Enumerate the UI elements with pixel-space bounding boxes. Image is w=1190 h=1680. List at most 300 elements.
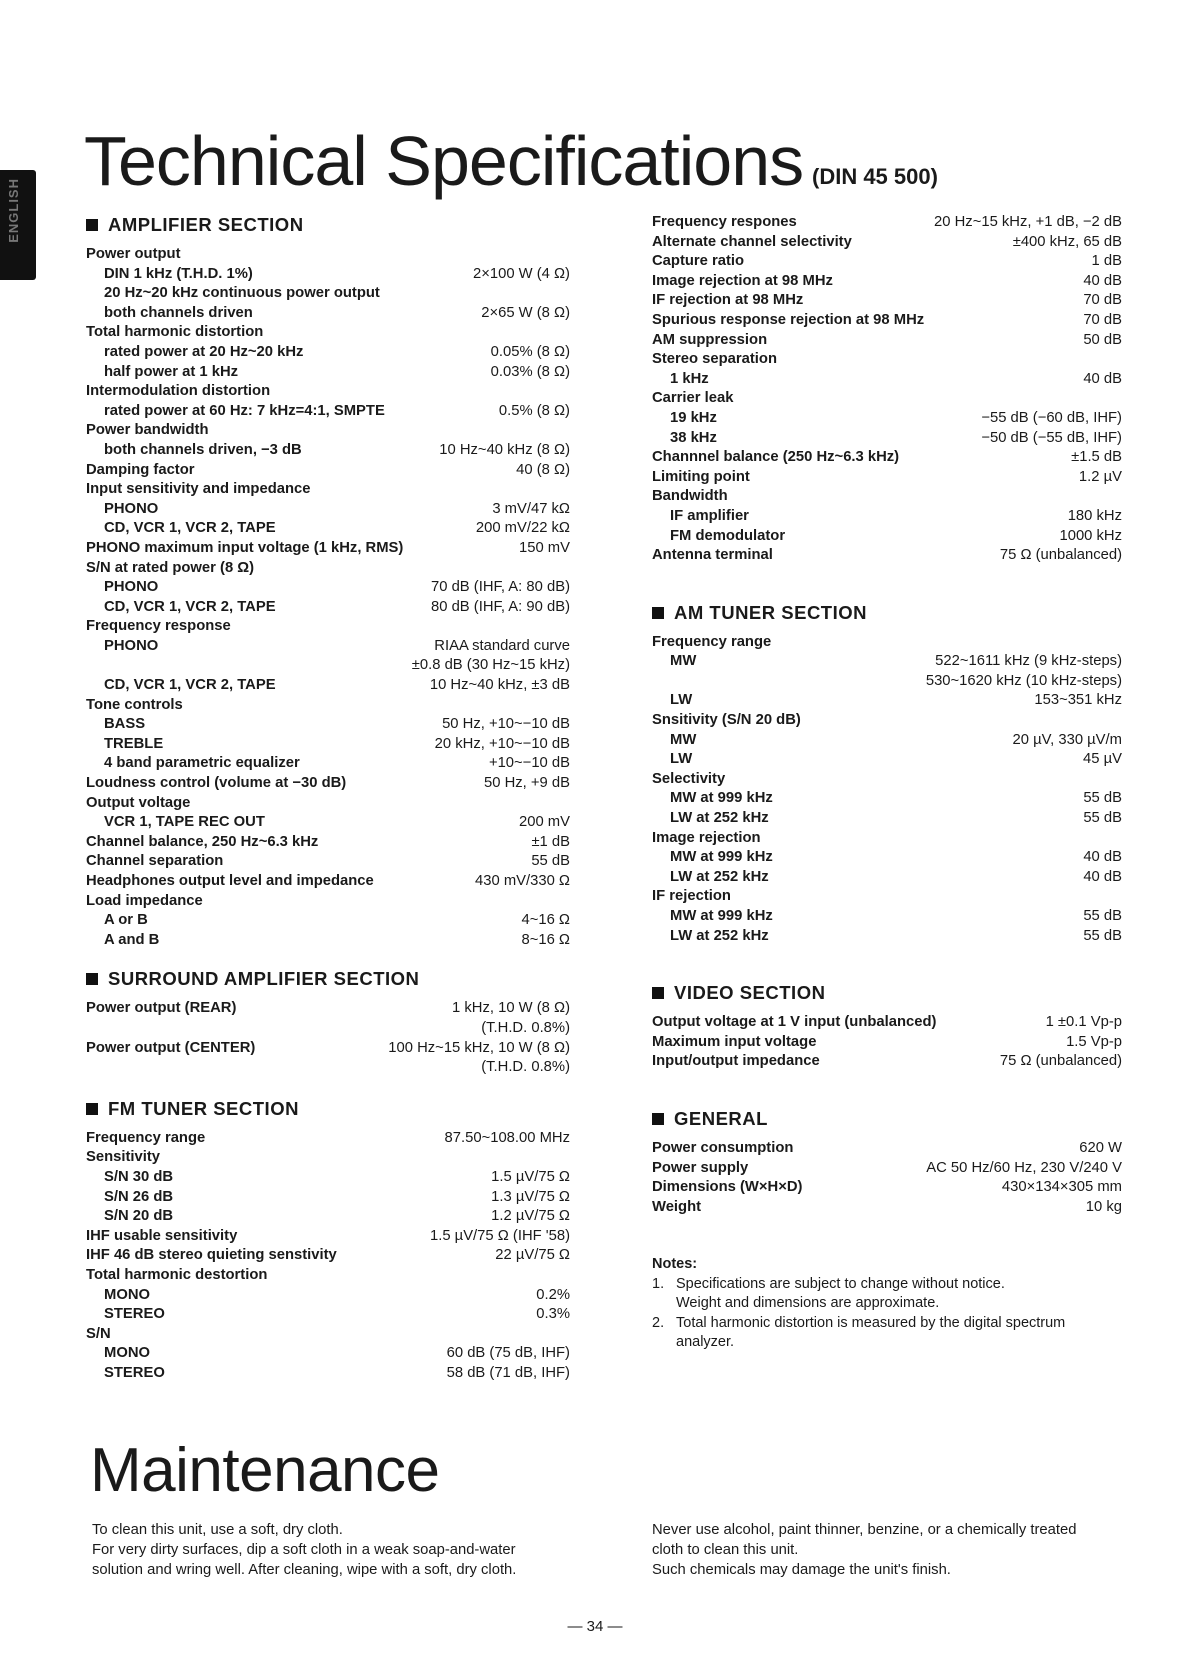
spec-label: STEREO	[104, 1364, 165, 1381]
spec-label: half power at 1 kHz	[104, 363, 239, 380]
spec-label: Input sensitivity and impedance	[86, 481, 311, 498]
spec-label: Output voltage at 1 V input (unbalanced)	[652, 1014, 937, 1031]
spec-label: A and B	[104, 931, 160, 948]
spec-row	[86, 1246, 570, 1266]
spec-label: Capture ratio	[652, 253, 745, 270]
spec-row	[86, 1286, 570, 1306]
spec-label: both channels driven	[104, 304, 253, 321]
spec-label: Intermodulation distortion	[86, 383, 271, 400]
spec-row	[652, 907, 1122, 927]
spec-value: 2×65 W (8 Ω)	[481, 304, 570, 321]
section-gap	[652, 1217, 1122, 1255]
spec-row	[86, 1207, 570, 1227]
spec-row	[652, 1052, 1122, 1072]
spec-label: Damping factor	[86, 461, 195, 478]
spec-label: Bandwidth	[652, 488, 728, 505]
spec-label: LW	[670, 692, 693, 709]
spec-value: 80 dB (IHF, A: 90 dB)	[431, 598, 570, 615]
section-title: AM TUNER SECTION	[674, 601, 867, 623]
spec-value: 150 mV	[519, 539, 570, 556]
spec-label: LW at 252 kHz	[670, 868, 769, 885]
spec-value: 1 ±0.1 Vp-p	[1045, 1014, 1122, 1031]
spec-label: LW	[670, 751, 693, 768]
spec-label: both channels driven, −3 dB	[104, 441, 302, 458]
spec-label: S/N	[86, 1325, 111, 1342]
spec-value: 70 dB	[1083, 311, 1122, 328]
spec-value: AC 50 Hz/60 Hz, 230 V/240 V	[926, 1159, 1122, 1176]
spec-row	[652, 311, 1122, 331]
spec-row	[652, 770, 1122, 790]
spec-section	[652, 600, 1122, 947]
spec-value: 55 dB	[1083, 908, 1122, 924]
section-heading	[652, 600, 1122, 626]
spec-row	[652, 1013, 1122, 1033]
spec-value: 40 dB	[1083, 849, 1122, 866]
spec-row	[86, 1148, 570, 1168]
spec-label: CD, VCR 1, VCR 2, TAPE	[104, 677, 276, 694]
spec-row	[652, 927, 1122, 947]
section-heading	[86, 212, 570, 238]
spec-label: A or B	[104, 912, 148, 929]
maintenance-text-right	[652, 1520, 1122, 1580]
spec-row	[86, 1039, 570, 1059]
spec-row	[86, 1364, 570, 1384]
note-item	[652, 1314, 1122, 1353]
spec-value: (T.H.D. 0.8%)	[481, 1059, 570, 1076]
spec-section	[86, 1096, 570, 1384]
section-bullet-icon	[652, 607, 664, 619]
spec-value: RIAA standard curve	[434, 637, 570, 654]
spec-value: 522~1611 kHz (9 kHz-steps)	[935, 653, 1122, 670]
spec-label: PHONO maximum input voltage (1 kHz, RMS)	[86, 539, 404, 556]
spec-row	[652, 633, 1122, 653]
spec-label: Snsitivity (S/N 20 dB)	[652, 712, 801, 729]
spec-label: Image rejection at 98 MHz	[652, 272, 833, 289]
spec-label: Total harmonic distortion	[86, 324, 264, 341]
note-number: 2.	[652, 1314, 665, 1331]
spec-row	[86, 676, 570, 696]
spec-section	[652, 213, 1122, 566]
spec-label: Total harmonic destortion	[86, 1266, 268, 1283]
maintenance-text-left	[92, 1520, 562, 1580]
spec-row	[652, 1033, 1122, 1053]
spec-value: 1 dB	[1091, 253, 1122, 270]
spec-value: (T.H.D. 0.8%)	[481, 1019, 570, 1036]
spec-label: 1 kHz	[670, 370, 709, 387]
spec-label: MONO	[104, 1345, 151, 1362]
spec-label: Antenna terminal	[652, 547, 773, 564]
spec-row	[86, 833, 570, 853]
spec-row	[652, 252, 1122, 272]
note-number: 1.	[652, 1275, 665, 1292]
spec-row	[86, 421, 570, 441]
spec-label: Frequency range	[86, 1129, 206, 1146]
spec-row	[86, 441, 570, 461]
maintenance-line: cloth to clean this unit.	[652, 1542, 799, 1558]
spec-row	[86, 1129, 570, 1149]
spec-row	[86, 382, 570, 402]
spec-row	[86, 323, 570, 343]
spec-label: IF rejection	[652, 888, 731, 905]
spec-row	[652, 409, 1122, 429]
spec-value: 1 kHz, 10 W (8 Ω)	[452, 1000, 570, 1017]
section-bullet-icon	[652, 1113, 664, 1125]
note-line: Total harmonic distortion is measured by the digital spectrum	[676, 1314, 1066, 1331]
spec-label: LW at 252 kHz	[670, 927, 769, 944]
spec-row	[86, 1325, 570, 1345]
spec-label: MW	[670, 653, 697, 670]
spec-label: CD, VCR 1, VCR 2, TAPE	[104, 598, 276, 615]
spec-value: 0.05% (8 Ω)	[490, 343, 570, 360]
spec-value: 45 µV	[1083, 751, 1122, 768]
spec-row	[652, 331, 1122, 351]
spec-label: MONO	[104, 1286, 151, 1303]
spec-row	[652, 711, 1122, 731]
spec-row	[652, 868, 1122, 888]
spec-value: 40 dB	[1083, 272, 1122, 289]
spec-row	[86, 363, 570, 383]
spec-label: 19 kHz	[670, 409, 717, 426]
section-gap	[652, 566, 1122, 600]
spec-label: S/N 20 dB	[104, 1208, 174, 1225]
spec-label: rated power at 20 Hz~20 kHz	[104, 343, 304, 360]
spec-label: Spurious response rejection at 98 MHz	[652, 311, 925, 328]
notes-title: Notes:	[652, 1256, 698, 1273]
section-title: GENERAL	[674, 1107, 768, 1129]
spec-label: Dimensions (W×H×D)	[652, 1179, 803, 1196]
spec-row	[652, 389, 1122, 409]
spec-label: rated power at 60 Hz: 7 kHz=4:1, SMPTE	[104, 402, 385, 419]
spec-label: 4 band parametric equalizer	[104, 755, 300, 772]
spec-row	[86, 1058, 570, 1078]
spec-row	[652, 829, 1122, 849]
spec-label: STEREO	[104, 1306, 165, 1323]
spec-label: 20 Hz~20 kHz continuous power output	[104, 285, 380, 302]
spec-row	[86, 754, 570, 774]
spec-label: Stereo separation	[652, 351, 777, 368]
spec-row	[86, 1188, 570, 1208]
spec-row	[86, 539, 570, 559]
spec-label: MW at 999 kHz	[670, 908, 773, 924]
spec-label: Loudness control (volume at −30 dB)	[86, 775, 347, 792]
spec-row	[652, 468, 1122, 488]
spec-row	[86, 892, 570, 912]
spec-row	[86, 284, 570, 304]
spec-value: 200 mV/22 kΩ	[475, 520, 570, 537]
spec-value: 1.5 µV/75 Ω	[491, 1168, 570, 1185]
spec-label: Maximum input voltage	[652, 1033, 817, 1050]
spec-label: Sensitivity	[86, 1149, 161, 1166]
spec-row	[86, 813, 570, 833]
note-line: Weight and dimensions are approximate.	[676, 1295, 940, 1312]
maintenance-line: Never use alcohol, paint thinner, benzine, or a chemically treated	[652, 1522, 1077, 1538]
spec-row	[86, 1344, 570, 1364]
spec-value: 0.3%	[536, 1306, 570, 1323]
spec-label: BASS	[104, 716, 146, 733]
left-spec-column	[86, 212, 570, 1383]
right-spec-column	[652, 213, 1122, 1353]
section-heading	[86, 1096, 570, 1122]
section-bullet-icon	[86, 219, 98, 231]
spec-label: Headphones output level and impedance	[86, 873, 374, 889]
spec-value: 55 dB	[531, 853, 570, 870]
spec-row	[86, 461, 570, 481]
spec-value: +10~−10 dB	[488, 755, 570, 772]
spec-value: 200 mV	[519, 814, 570, 831]
spec-row	[652, 691, 1122, 711]
spec-value: 10 kg	[1085, 1198, 1122, 1215]
spec-row	[652, 1139, 1122, 1159]
spec-row	[86, 480, 570, 500]
note-line: Specifications are subject to change without notice.	[676, 1275, 1005, 1292]
spec-label: Load impedance	[86, 892, 203, 909]
spec-row	[86, 637, 570, 657]
section-heading	[652, 1106, 1122, 1132]
note-text	[676, 1275, 1005, 1314]
spec-row	[652, 731, 1122, 751]
spec-label: FM demodulator	[670, 527, 786, 544]
spec-value: 2×100 W (4 Ω)	[472, 265, 570, 282]
spec-row	[652, 272, 1122, 292]
spec-label: Frequency range	[652, 633, 772, 650]
spec-row	[86, 696, 570, 716]
spec-row	[86, 1227, 570, 1247]
spec-label: IHF 46 dB stereo quieting senstivity	[86, 1247, 337, 1264]
section-bullet-icon	[86, 973, 98, 985]
spec-label: IHF usable sensitivity	[86, 1227, 238, 1244]
maintenance-line: To clean this unit, use a soft, dry cloth.	[92, 1522, 343, 1538]
page-title: Technical Specifications	[84, 122, 804, 200]
notes-block	[652, 1255, 1122, 1353]
section-gap	[652, 1072, 1122, 1106]
spec-row	[652, 213, 1122, 233]
spec-value: 1000 kHz	[1059, 527, 1122, 544]
spec-label: MW at 999 kHz	[670, 849, 773, 866]
spec-row	[652, 546, 1122, 566]
spec-row	[652, 887, 1122, 907]
spec-value: 75 Ω (unbalanced)	[999, 1053, 1122, 1070]
spec-value: 153~351 kHz	[1034, 692, 1122, 709]
spec-value: ±400 kHz, 65 dB	[1012, 233, 1122, 250]
spec-value: 87.50~108.00 MHz	[444, 1129, 570, 1146]
spec-value: ±0.8 dB (30 Hz~15 kHz)	[411, 657, 570, 674]
spec-row	[86, 852, 570, 872]
maintenance-line: For very dirty surfaces, dip a soft cloth in a weak soap-and-water	[92, 1542, 516, 1558]
spec-row	[652, 809, 1122, 829]
spec-label: Input/output impedance	[652, 1053, 820, 1070]
spec-value: 60 dB (75 dB, IHF)	[446, 1345, 570, 1362]
spec-label: Power bandwidth	[86, 422, 209, 439]
spec-value: 55 dB	[1083, 927, 1122, 944]
spec-label: S/N 30 dB	[104, 1168, 174, 1185]
spec-row	[86, 931, 570, 951]
spec-row	[86, 304, 570, 324]
section-title: AMPLIFIER SECTION	[108, 214, 304, 235]
spec-value: 1.3 µV/75 Ω	[491, 1188, 570, 1205]
spec-value: 8~16 Ω	[521, 931, 570, 948]
spec-row	[86, 598, 570, 618]
spec-row	[652, 1198, 1122, 1218]
spec-value: 70 dB	[1083, 292, 1122, 309]
spec-label: TREBLE	[104, 735, 164, 752]
section-gap	[86, 1078, 570, 1096]
spec-row	[86, 578, 570, 598]
language-side-tab	[0, 170, 36, 280]
maintenance-line: Such chemicals may damage the unit's finish.	[652, 1562, 951, 1578]
spec-section	[652, 1106, 1122, 1217]
spec-value: 40 (8 Ω)	[516, 461, 570, 478]
spec-row	[652, 652, 1122, 672]
section-title: FM TUNER SECTION	[108, 1097, 299, 1119]
page-subtitle: (DIN 45 500)	[812, 164, 938, 189]
spec-value: 58 dB (71 dB, IHF)	[446, 1364, 570, 1381]
spec-row	[86, 1266, 570, 1286]
spec-value: 20 µV, 330 µV/m	[1012, 731, 1122, 748]
spec-label: S/N 26 dB	[104, 1188, 174, 1205]
side-tab-label: ENGLISH	[6, 178, 21, 243]
spec-row	[652, 487, 1122, 507]
spec-row	[652, 1178, 1122, 1198]
spec-row	[86, 1019, 570, 1039]
spec-value: 10 Hz~40 kHz (8 Ω)	[439, 441, 570, 458]
spec-label: Alternate channel selectivity	[652, 233, 852, 250]
spec-section	[86, 966, 570, 1077]
spec-label: VCR 1, TAPE REC OUT	[104, 814, 265, 831]
spec-value: 70 dB (IHF, A: 80 dB)	[431, 579, 570, 596]
spec-row	[652, 789, 1122, 809]
spec-label: MW	[670, 731, 697, 748]
spec-row	[86, 617, 570, 637]
spec-value: ±1 dB	[531, 833, 570, 850]
spec-label: 38 kHz	[670, 429, 717, 446]
spec-label: Power output (CENTER)	[86, 1039, 256, 1056]
spec-value: 1.5 Vp-p	[1066, 1033, 1122, 1050]
section-title: SURROUND AMPLIFIER SECTION	[108, 968, 420, 990]
maintenance-line: solution and wring well. After cleaning, wipe with a soft, dry cloth.	[92, 1562, 517, 1578]
note-text	[676, 1314, 1065, 1353]
spec-section	[86, 212, 570, 950]
spec-value: 0.5% (8 Ω)	[498, 402, 570, 419]
spec-label: PHONO	[104, 637, 159, 654]
spec-label: Limiting point	[652, 468, 750, 485]
spec-label: Channnel balance (250 Hz~6.3 kHz)	[652, 449, 900, 466]
spec-value: 1.5 µV/75 Ω (IHF '58)	[429, 1227, 570, 1244]
spec-row	[86, 1168, 570, 1188]
spec-value: 0.03% (8 Ω)	[490, 363, 570, 380]
section-heading	[652, 980, 1122, 1006]
spec-label: AM suppression	[652, 331, 768, 348]
spec-row	[652, 448, 1122, 468]
spec-label: Power output (REAR)	[86, 1000, 237, 1017]
spec-row	[652, 672, 1122, 692]
spec-label: Channel balance, 250 Hz~6.3 kHz	[86, 833, 319, 850]
spec-value: 20 kHz, +10~−10 dB	[434, 735, 570, 752]
spec-label: IF rejection at 98 MHz	[652, 292, 804, 309]
spec-row	[652, 1159, 1122, 1179]
spec-value: 430×134×305 mm	[1001, 1179, 1122, 1196]
spec-value: 50 Hz, +10~−10 dB	[442, 716, 570, 733]
spec-value: 10 Hz~40 kHz, ±3 dB	[429, 677, 570, 694]
spec-label: S/N at rated power (8 Ω)	[86, 559, 255, 576]
spec-label: PHONO	[104, 500, 159, 517]
spec-row	[86, 872, 570, 892]
spec-row	[652, 350, 1122, 370]
spec-value: 50 Hz, +9 dB	[484, 775, 570, 792]
spec-label: Image rejection	[652, 829, 761, 846]
spec-value: −55 dB (−60 dB, IHF)	[981, 409, 1122, 426]
spec-label: CD, VCR 1, VCR 2, TAPE	[104, 520, 276, 537]
spec-label: Frequency respones	[652, 214, 797, 230]
spec-label: Output voltage	[86, 794, 191, 811]
spec-value: 20 Hz~15 kHz, +1 dB, −2 dB	[934, 214, 1122, 230]
spec-row	[86, 1305, 570, 1325]
spec-label: PHONO	[104, 579, 159, 596]
spec-label: LW at 252 kHz	[670, 810, 769, 827]
note-line: analyzer.	[676, 1334, 735, 1351]
section-gap	[86, 950, 570, 966]
spec-value: 40 dB	[1083, 370, 1122, 387]
spec-row	[652, 291, 1122, 311]
spec-label: Channel separation	[86, 853, 224, 870]
spec-row	[86, 715, 570, 735]
spec-row	[86, 794, 570, 814]
spec-label: DIN 1 kHz (T.H.D. 1%)	[104, 265, 253, 282]
section-heading	[86, 966, 570, 992]
spec-value: 530~1620 kHz (10 kHz-steps)	[925, 672, 1122, 689]
spec-value: 75 Ω (unbalanced)	[999, 547, 1122, 564]
spec-row	[86, 519, 570, 539]
note-item	[652, 1275, 1122, 1314]
spec-label: Carrier leak	[652, 390, 734, 407]
spec-row	[652, 750, 1122, 770]
section-gap	[652, 946, 1122, 980]
spec-value: 55 dB	[1083, 810, 1122, 827]
spec-label: Power supply	[652, 1159, 749, 1176]
spec-value: 50 dB	[1083, 331, 1122, 348]
spec-label: Tone controls	[86, 696, 183, 713]
spec-value: 55 dB	[1083, 790, 1122, 807]
spec-label: Weight	[652, 1198, 702, 1215]
spec-row	[86, 999, 570, 1019]
spec-label: Power consumption	[652, 1139, 794, 1156]
spec-value: 4~16 Ω	[521, 912, 570, 929]
page-number: — 34 —	[567, 1618, 623, 1635]
spec-value: ±1.5 dB	[1071, 449, 1122, 466]
spec-value: 1.2 µV	[1078, 468, 1122, 485]
spec-row	[86, 774, 570, 794]
spec-row	[86, 402, 570, 422]
spec-value: −50 dB (−55 dB, IHF)	[981, 429, 1122, 446]
spec-row	[86, 245, 570, 265]
spec-label: Power output	[86, 246, 181, 262]
spec-section	[652, 980, 1122, 1072]
spec-value: 0.2%	[536, 1286, 570, 1303]
spec-value: 3 mV/47 kΩ	[492, 500, 570, 517]
spec-value: 180 kHz	[1067, 507, 1122, 524]
spec-value: 430 mV/330 Ω	[475, 873, 570, 889]
spec-row	[86, 500, 570, 520]
spec-row	[652, 507, 1122, 527]
spec-row	[86, 656, 570, 676]
section-bullet-icon	[86, 1103, 98, 1115]
spec-row	[652, 527, 1122, 547]
section-title: VIDEO SECTION	[674, 982, 826, 1004]
spec-label: IF amplifier	[670, 507, 749, 524]
spec-row	[86, 911, 570, 931]
spec-value: 1.2 µV/75 Ω	[491, 1208, 570, 1225]
spec-row	[86, 559, 570, 579]
spec-label: Selectivity	[652, 770, 726, 787]
